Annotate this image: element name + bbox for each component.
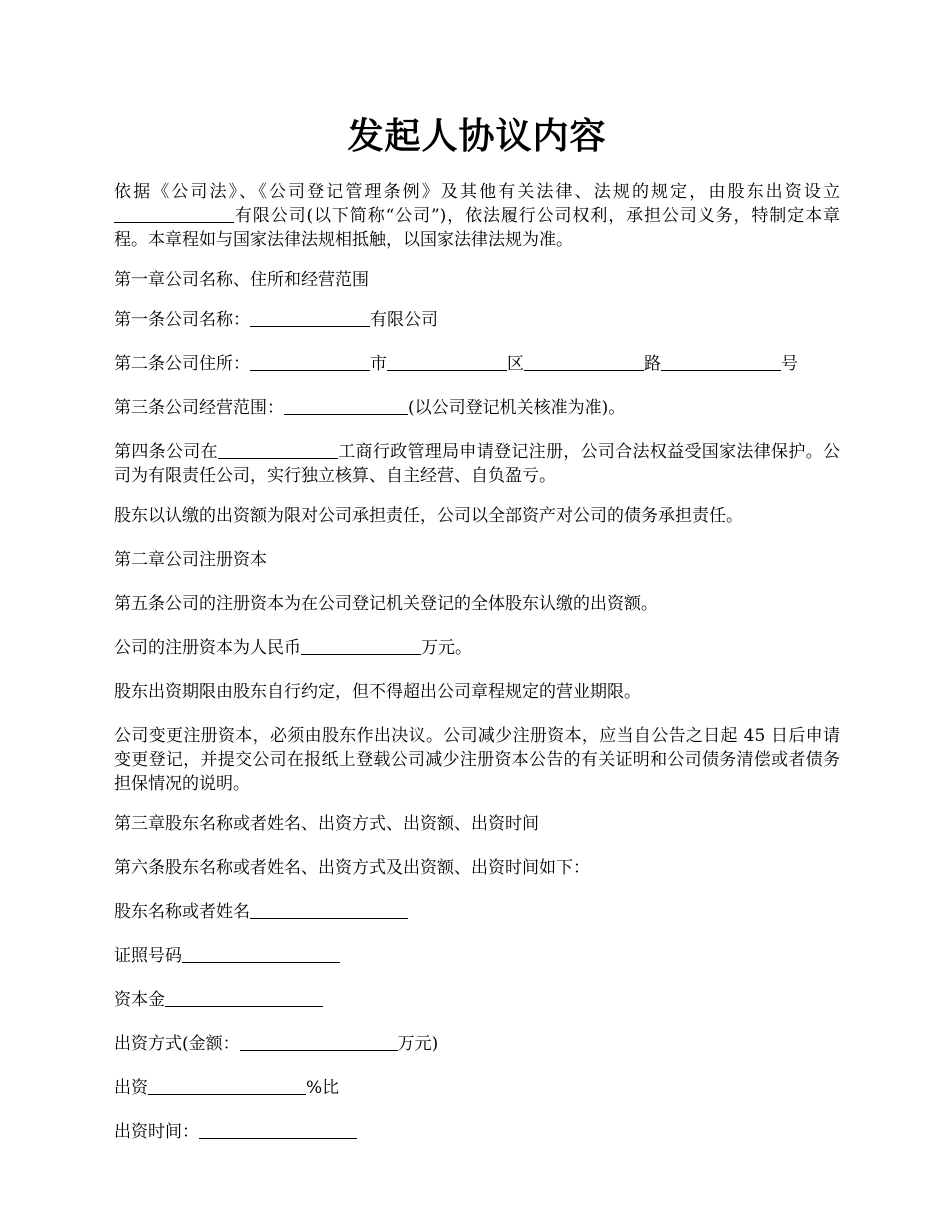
contribution-term: 股东出资期限由股东自行约定，但不得超出公司章程规定的营业期限。 — [114, 682, 641, 702]
article-1 — [114, 308, 840, 332]
article-3 — [114, 396, 840, 420]
contribution-ratio-field — [114, 1076, 840, 1100]
capital-field — [114, 988, 840, 1012]
number-label: 号 — [781, 354, 798, 374]
article-1-suffix: 有限公司 — [370, 310, 438, 330]
intro-paragraph — [114, 180, 840, 252]
license-number-label: 证照号码 — [114, 946, 182, 966]
company-name-blank — [114, 205, 234, 223]
intro-text-a: 依据《公司法》、《公司登记管理条例》及其他有关法律、法规的规定，由股东出资设立 — [114, 182, 840, 202]
contribution-time-blank — [199, 1121, 357, 1139]
road-label: 路 — [644, 354, 661, 374]
capital-label: 资本金 — [114, 990, 165, 1010]
registered-capital-unit: 万元。 — [421, 638, 472, 658]
contribution-time-field — [114, 1120, 840, 1144]
contribution-ratio-label: 出资 — [114, 1078, 148, 1098]
city-label: 市 — [370, 354, 387, 374]
capital-blank — [165, 989, 323, 1007]
document-body — [114, 180, 840, 1164]
shareholder-name-field — [114, 900, 840, 924]
article-2-label: 第二条公司住所： — [114, 354, 250, 374]
article-3-label: 第三条公司经营范围： — [114, 398, 284, 418]
registered-capital-blank — [301, 637, 421, 655]
chapter-3-heading: 第三章股东名称或者姓名、出资方式、出资额、出资时间 — [114, 814, 539, 834]
district-blank — [387, 353, 507, 371]
district-label: 区 — [507, 354, 524, 374]
capital-change-paragraph: 公司变更注册资本，必须由股东作出决议。公司减少注册资本，应当自公告之日起 45 日后申请变更登记，并提交公司在报纸上登载公司减少注册资本公告的有关证明和公司债务清偿或者债务担保情况的说明。 — [114, 726, 840, 794]
contribution-method-field — [114, 1032, 840, 1056]
contribution-ratio-unit: %比 — [306, 1078, 340, 1098]
article-4 — [114, 440, 840, 488]
shareholder-name-label: 股东名称或者姓名 — [114, 902, 250, 922]
city-blank — [250, 353, 370, 371]
number-blank — [661, 353, 781, 371]
business-scope-blank — [284, 397, 408, 415]
contribution-ratio-blank — [148, 1077, 306, 1095]
chapter-2-heading: 第二章公司注册资本 — [114, 550, 267, 570]
article-1-blank — [250, 309, 370, 327]
article-6: 第六条股东名称或者姓名、出资方式及出资额、出资时间如下： — [114, 858, 590, 878]
article-4-text: 工商行政管理局申请登记注册，公司合法权益受国家法律保护。公司为有限责任公司，实行独立核算、自主经营、自负盈亏。 — [114, 442, 841, 486]
article-1-label: 第一条公司名称： — [114, 310, 250, 330]
document-title: 发起人协议内容 — [347, 115, 607, 157]
registered-capital — [114, 636, 840, 660]
article-4-label: 第四条公司在 — [114, 442, 218, 462]
article-2 — [114, 352, 840, 376]
article-3-suffix: (以公司登记机关核准为准)。 — [408, 398, 626, 418]
contribution-method-unit: 万元) — [397, 1034, 439, 1054]
license-number-blank — [182, 945, 340, 963]
license-number-field — [114, 944, 840, 968]
registered-capital-label: 公司的注册资本为人民币 — [114, 638, 301, 658]
intro-text-b: 有限公司(以下简称“公司”)，依法履行公司权利，承担公司义务，特制定本章程。本章程如与国家法律法规相抵触，以国家法律法规为准。 — [114, 206, 840, 250]
registration-office-blank — [218, 441, 338, 459]
shareholder-name-blank — [250, 901, 408, 919]
contribution-method-label: 出资方式(金额： — [114, 1034, 240, 1054]
chapter-1-heading: 第一章公司名称、住所和经营范围 — [114, 270, 369, 290]
article-5: 第五条公司的注册资本为在公司登记机关登记的全体股东认缴的出资额。 — [114, 594, 658, 614]
contribution-time-label: 出资时间： — [114, 1122, 199, 1142]
road-blank — [524, 353, 644, 371]
liability-paragraph: 股东以认缴的出资额为限对公司承担责任，公司以全部资产对公司的债务承担责任。 — [114, 506, 743, 526]
contribution-amount-blank — [240, 1033, 398, 1051]
